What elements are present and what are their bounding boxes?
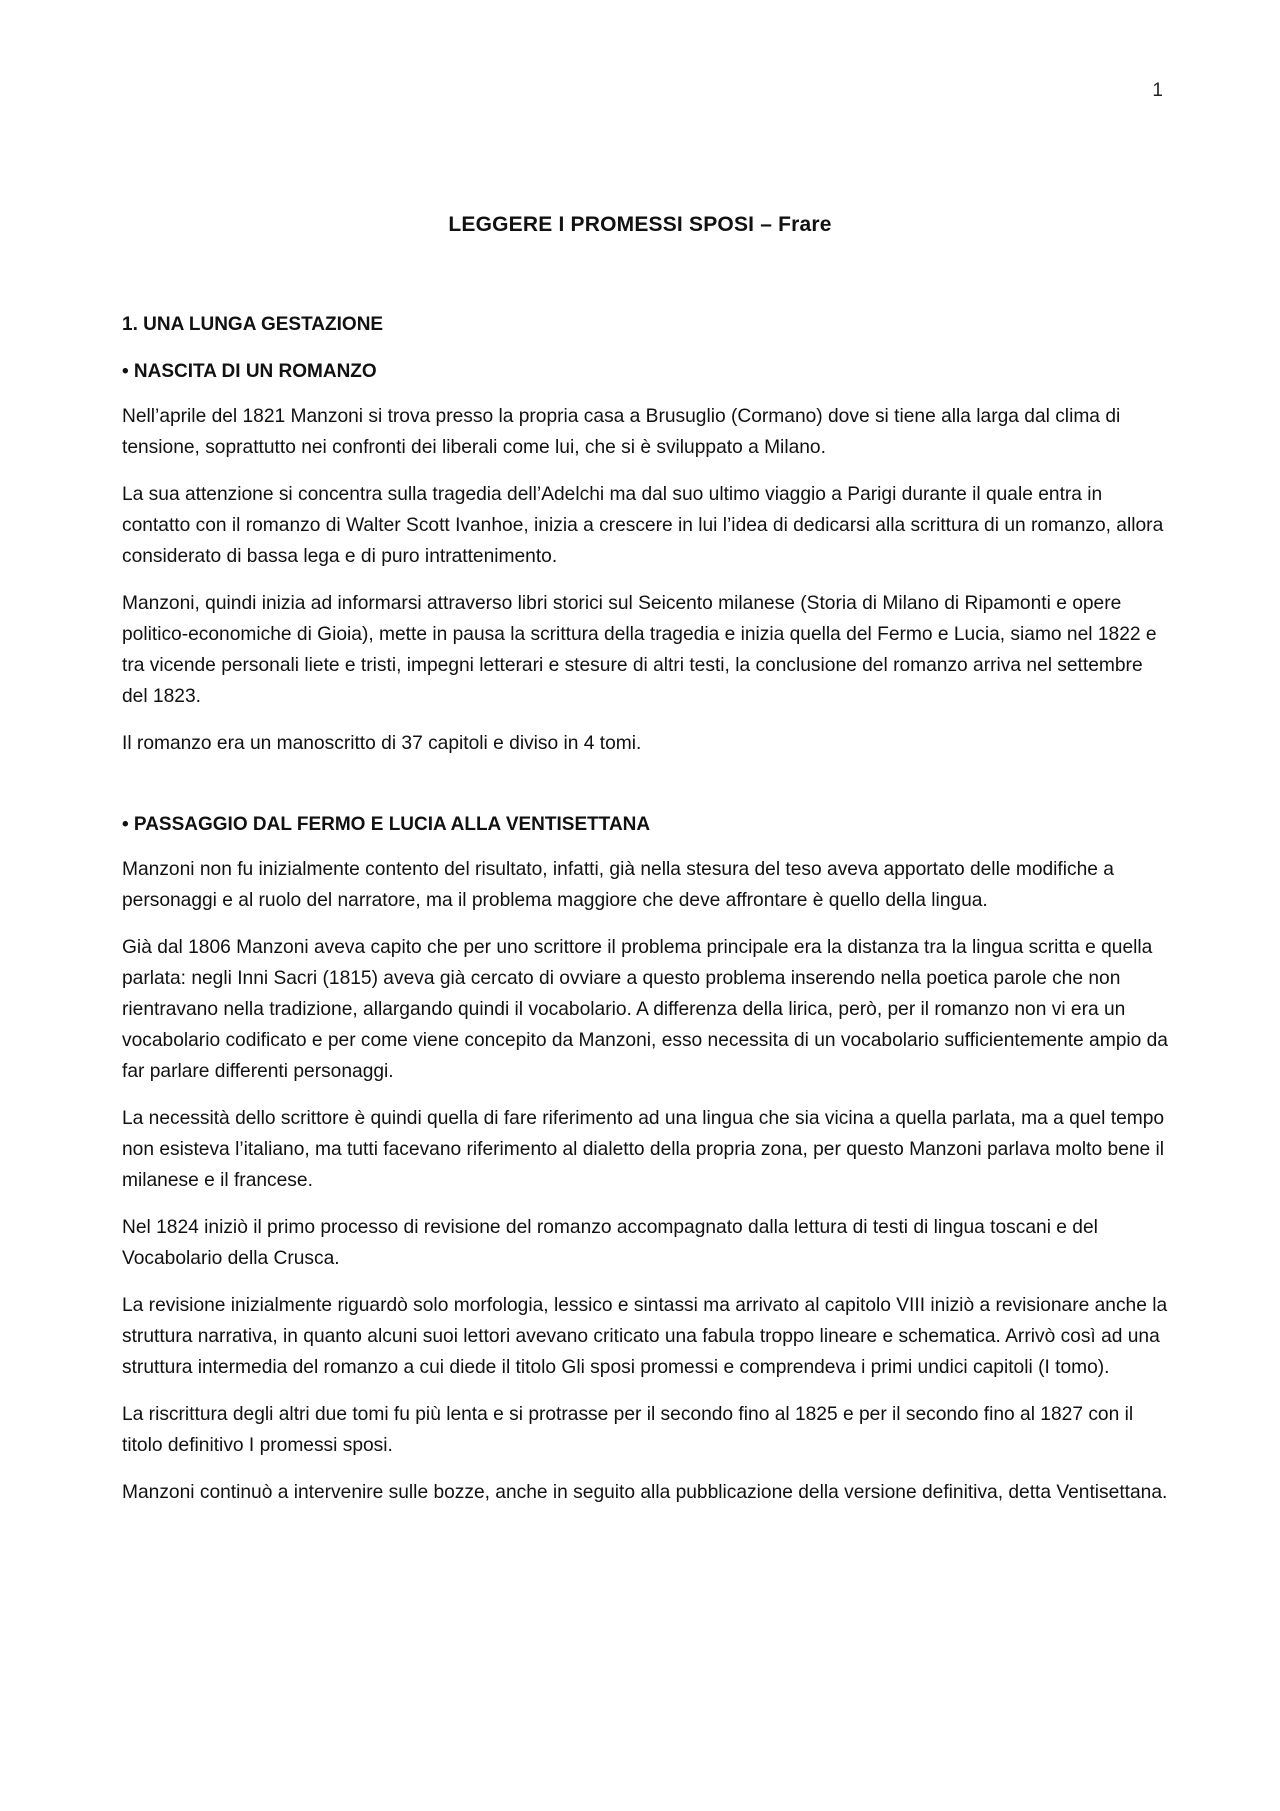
subheading-nascita: • NASCITA DI UN ROMANZO — [122, 361, 377, 382]
document-body — [122, 309, 1168, 1524]
paragraph: La necessità dello scrittore è quindi quella di fare riferimento ad una lingua che sia vicina a quella parlata, ma a quel tempo non esisteva l’italiano, ma tutti facevano riferimento al dialetto della propria zona, per questo Manzoni parlava molto bene il milanese e il francese. — [122, 1108, 1165, 1191]
section-heading: 1. UNA LUNGA GESTAZIONE — [122, 314, 384, 335]
paragraph: Nel 1824 iniziò il primo processo di revisione del romanzo accompagnato dalla lettura di testi di lingua toscani e del Vocabolario della Crusca. — [122, 1217, 1098, 1269]
page-number: 1 — [1152, 80, 1163, 101]
paragraph: Manzoni non fu inizialmente contento del risultato, infatti, già nella stesura del teso aveva apportato delle modifiche a personaggi e al ruolo del narratore, ma il problema maggiore che deve affrontare è quello della lingua. — [122, 859, 1114, 911]
paragraph: Manzoni, quindi inizia ad informarsi attraverso libri storici sul Seicento milanese (Storia di Milano di Ripamonti e opere politico-economiche di Gioia), mette in pausa la scrittura della tragedia e inizia quella del Fermo e Lucia, siamo nel 1822 e tra vicende personali liete e tristi, impegni letterari e stesure di altri testi, la conclusione del romanzo arriva nel settembre del 1823. — [122, 593, 1157, 707]
paragraph: Nell’aprile del 1821 Manzoni si trova presso la propria casa a Brusuglio (Cormano) dove si tiene alla larga dal clima di tensione, soprattutto nei confronti dei liberali come lui, che si è sviluppato a Milano. — [122, 406, 1121, 458]
paragraph: La sua attenzione si concentra sulla tragedia dell’Adelchi ma dal suo ultimo viaggio a Parigi durante il quale entra in contatto con il romanzo di Walter Scott Ivanhoe, inizia a crescere in lui l’idea di dedicarsi alla scrittura di un romanzo, allora considerato di bassa lega e di puro intrattenimento. — [122, 484, 1164, 567]
paragraph: La riscrittura degli altri due tomi fu più lenta e si protrasse per il secondo fino al 1825 e per il secondo fino al 1827 con il titolo definitivo I promessi sposi. — [122, 1404, 1134, 1456]
paragraph: Già dal 1806 Manzoni aveva capito che per uno scrittore il problema principale era la distanza tra la lingua scritta e quella parlata: negli Inni Sacri (1815) aveva già cercato di ovviare a questo problema inserendo nella poetica parole che non rientravano nella tradizione, allargando quindi il vocabolario. A differenza della lirica, però, per il romanzo non vi era un vocabolario codificato e per come viene concepito da Manzoni, esso necessita di un vocabolario sufficientemente ampio da far parlare differenti personaggi. — [122, 937, 1168, 1082]
document-title: LEGGERE I PROMESSI SPOSI – Frare — [448, 213, 832, 236]
paragraph: Il romanzo era un manoscritto di 37 capitoli e diviso in 4 tomi. — [122, 733, 642, 754]
paragraph: La revisione inizialmente riguardò solo morfologia, lessico e sintassi ma arrivato al capitolo VIII iniziò a revisionare anche la struttura narrativa, in quanto alcuni suoi lettori avevano criticato una fabula troppo lineare e schematica. Arrivò così ad una struttura intermedia del romanzo a cui diede il titolo Gli sposi promessi e comprendeva i primi undici capitoli (I tomo). — [122, 1295, 1168, 1378]
paragraph: Manzoni continuò a intervenire sulle bozze, anche in seguito alla pubblicazione della versione definitiva, detta Ventisettana. — [122, 1482, 1168, 1503]
subheading-passaggio: • PASSAGGIO DAL FERMO E LUCIA ALLA VENTISETTANA — [122, 814, 651, 835]
